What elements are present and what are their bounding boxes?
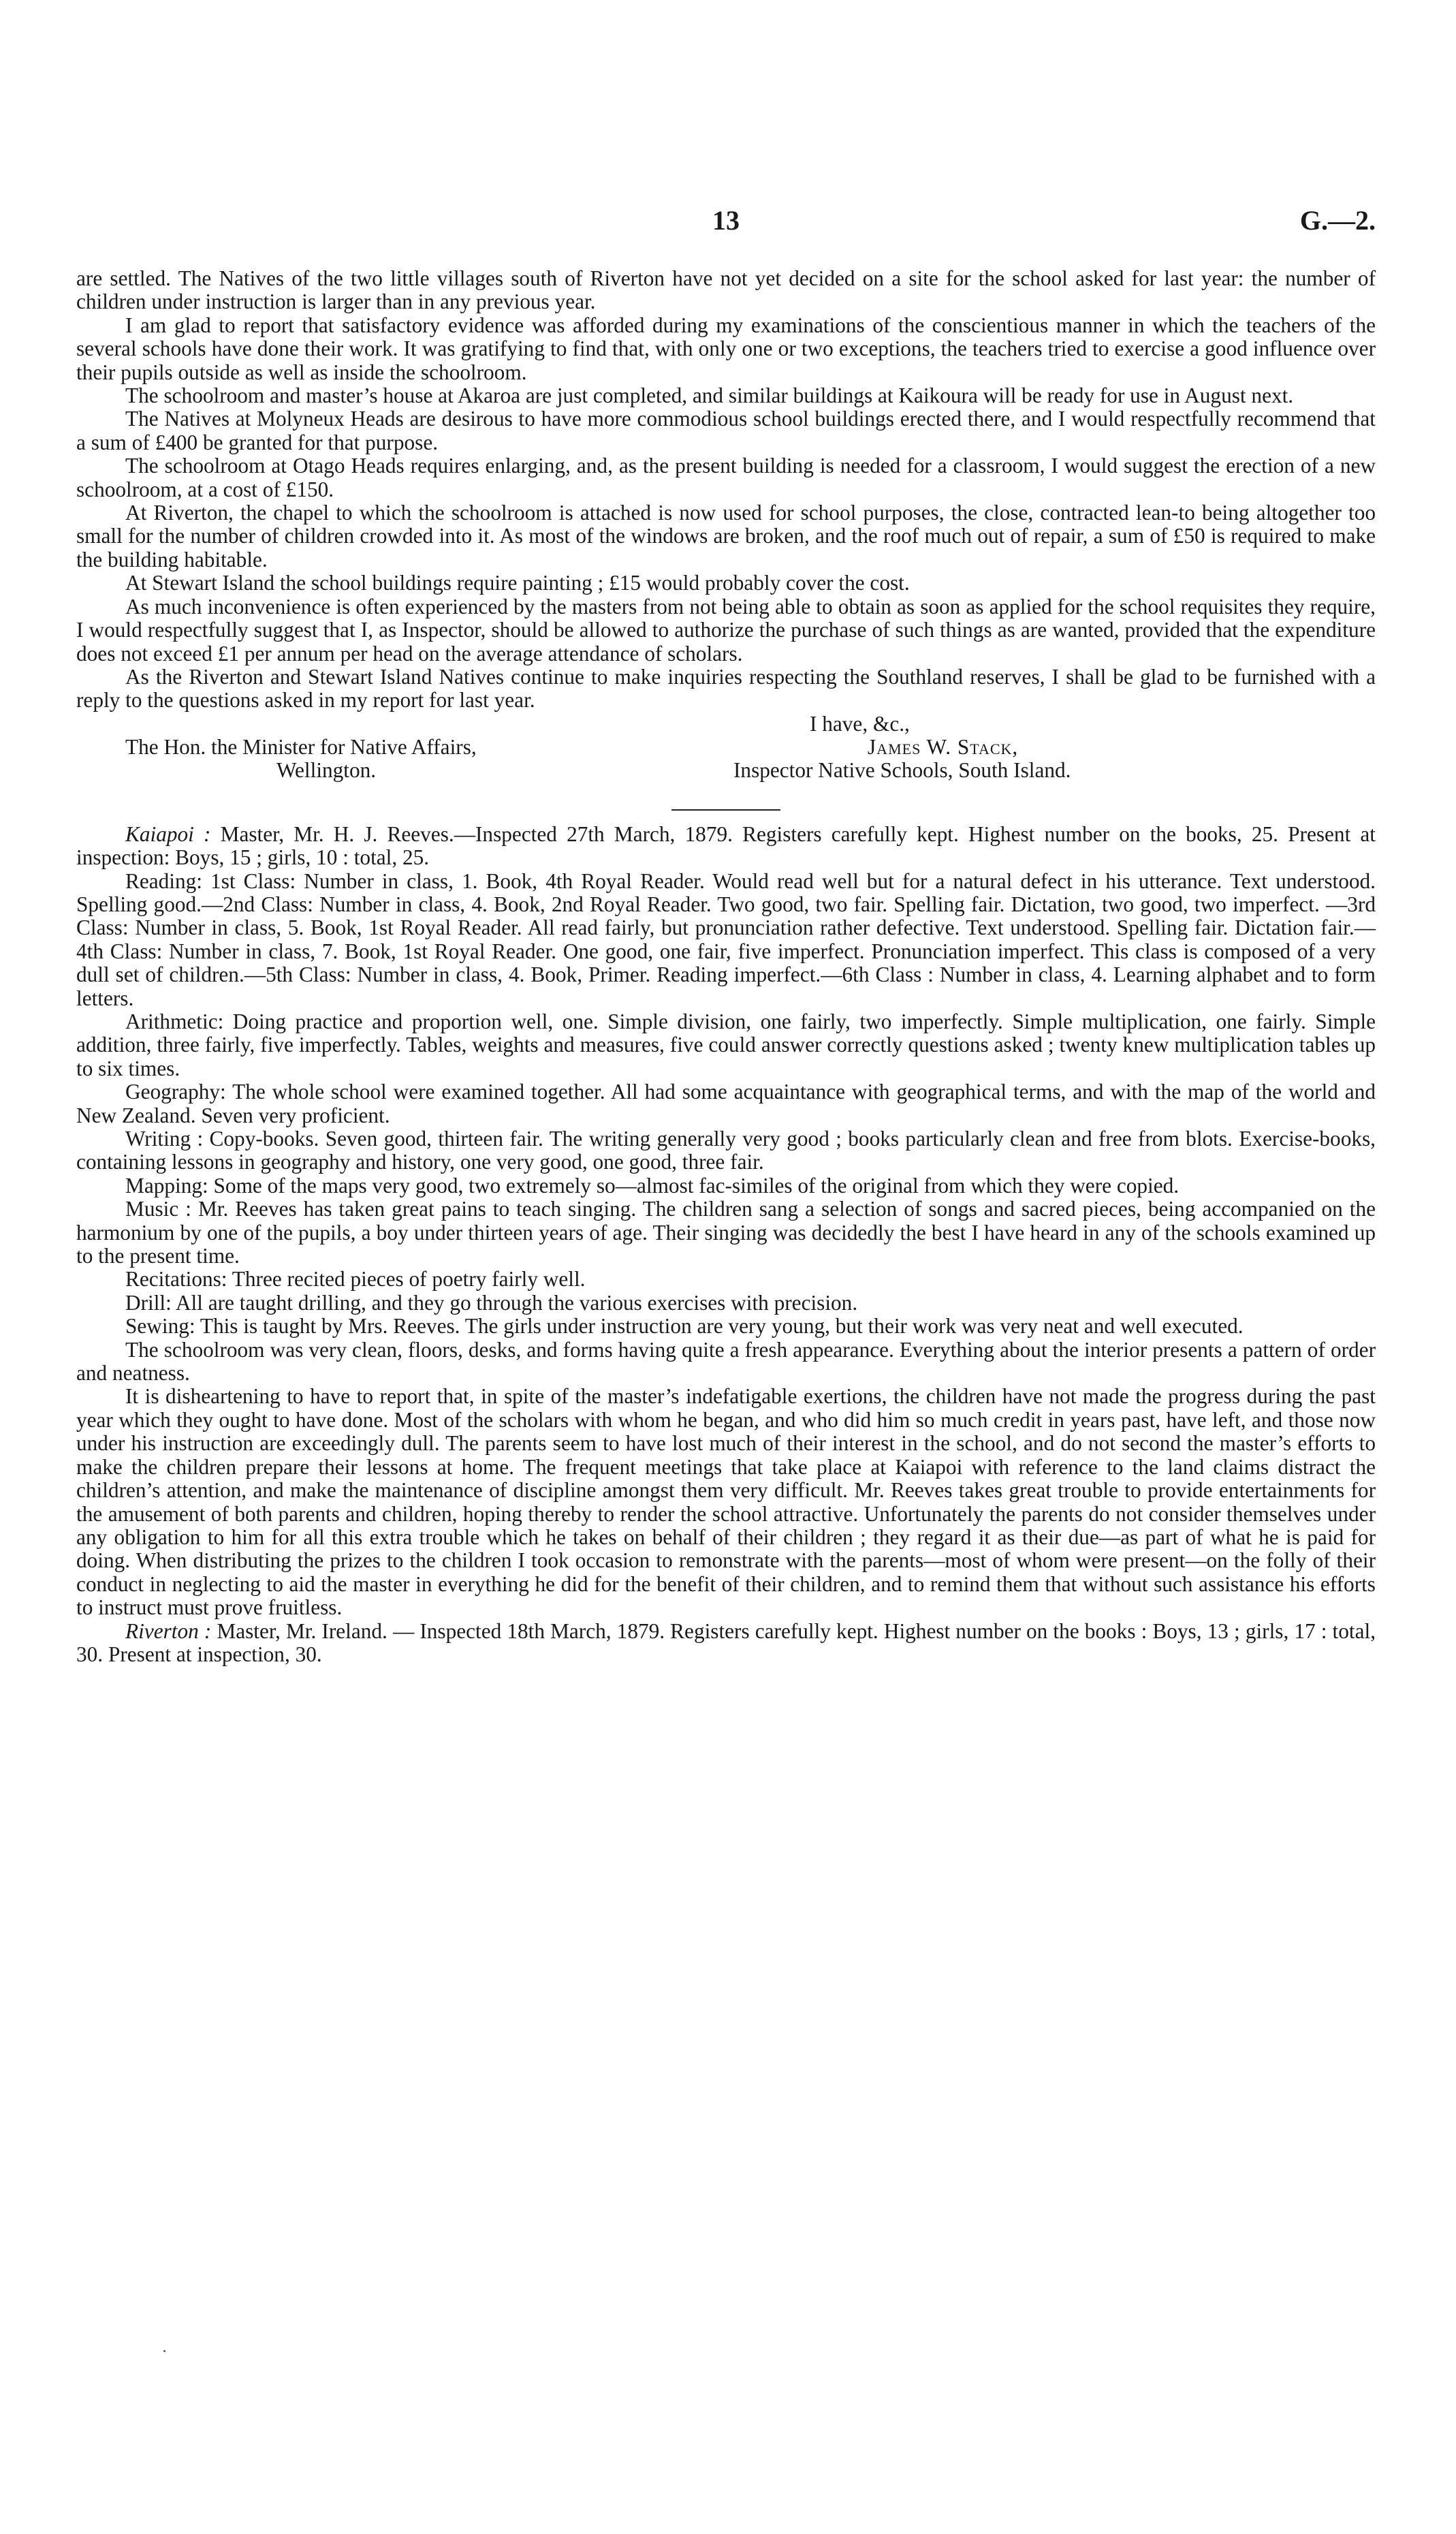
paragraph: The schoolroom and master’s house at Akaroa are just completed, and similar buildings at Kaikoura will be ready for use in August next. (125, 384, 1294, 408)
kaiapoi-intro-text: Master, Mr. H. J. Reeves.—Inspected 27th March, 1879. Registers carefully kept. Highest number on the books, 25. Present at inspection: Boys, 15 ; girls, 10 : total, 25. (76, 822, 1376, 870)
stray-ink-mark (163, 2350, 165, 2352)
signature-title: Inspector Native Schools, South Island. (733, 757, 1071, 782)
paragraph: Reading: 1st Class: Number in class, 1. Book, 4th Royal Reader. Would read well but for a natural defect in his utterance. Text understood. Spelling good.—2nd Class: Number in class, 4. Book, 2nd Royal Reader. Two good, two fair. Spelling fair. Dictation, two good, two imperfect. —3rd Class: Number in class, 5. Book, 1st Royal Reader. All read fairly, but pronunciation rather defective. Text understood. Spelling fair. Dictation fair.—4th Class: Number in class, 7. Book, 1st Royal Reader. One good, one fair, five imperfect. Pronunciation imperfect. This class is composed of a very dull set of children.—5th Class: Number in class, 4. Book, Primer. Reading imperfect.—6th Class : Number in class, 4. Learning alphabet and to form letters. (76, 869, 1376, 1010)
paragraph: are settled. The Natives of the two little villages south of Riverton have not yet decided on a site for the school asked for last year: the number of children under instruction is larger than in any previous year. (76, 266, 1376, 314)
paragraph: Geography: The whole school were examined together. All had some acquaintance with geographical terms, and with the map of the world and New Zealand. Seven very proficient. (76, 1080, 1376, 1127)
signature-addressee: The Hon. the Minister for Native Affairs, (125, 734, 477, 759)
page-number: 13 (712, 205, 740, 236)
paragraph: As much inconvenience is often experienced by the masters from not being able to obtain as soon as applied for the school requisites they require, I would respectfully suggest that I, as Inspector, should be allowed to authorize the purchase of such things as are wanted, provided that the expenditure does not exceed £1 per annum per head on the average attendance of scholars. (76, 594, 1376, 666)
section-divider (671, 809, 780, 811)
page-header (76, 204, 1376, 252)
signature-addressee-place: Wellington. (276, 757, 377, 782)
school-name-kaiapoi: Kaiapoi : (125, 822, 211, 846)
kaiapoi-intro-paragraph (76, 823, 1376, 870)
signature-closing: I have, &c., (810, 711, 910, 736)
report-paragraphs (76, 267, 1376, 713)
paragraph: I am glad to report that satisfactory evidence was afforded during my examinations of the conscientious manner in which the teachers of the several schools have done their work. It was gratifying to find that, with only one or two exceptions, the teachers tried to exercise a good influence over their pupils outside as well as inside the schoolroom. (76, 313, 1376, 384)
body-text (76, 267, 1376, 1666)
paragraph: Sewing: This is taught by Mrs. Reeves. The girls under instruction are very young, but their work was very neat and well executed. (125, 1314, 1244, 1339)
paragraph: Arithmetic: Doing practice and proportion well, one. Simple division, one fairly, two imperfectly. Simple multiplication, one fairly. Simple addition, three fairly, five imperfectly. Tables, weights and measures, five could answer correctly questions asked ; twenty knew multiplication tables up to six times. (76, 1009, 1376, 1080)
paragraph: Music : Mr. Reeves has taken great pains to teach singing. The children sang a selection of songs and sacred pieces, being accompanied on the harmonium by one of the pupils, a boy under thirteen years of age. Their singing was decidedly the best I have heard in any of the schools examined up to the present time. (76, 1197, 1376, 1268)
paragraph: The Natives at Molyneux Heads are desirous to have more commodious school buildings erected there, and I would respectfully recommend that a sum of £400 be granted for that purpose. (76, 407, 1376, 454)
signature-name: James W. Stack, (868, 734, 1019, 759)
paragraph: The schoolroom at Otago Heads requires enlarging, and, as the present building is needed for a classroom, I would suggest the erection of a new schoolroom, at a cost of £150. (76, 454, 1376, 501)
paragraph: Recitations: Three recited pieces of poetry fairly well. (125, 1267, 586, 1292)
riverton-intro-text: Master, Mr. Ireland. — Inspected 18th March, 1879. Registers carefully kept. Highest number on the books : Boys, 13 ; girls, 17 : total, 30. Present at inspection, 30. (76, 1618, 1376, 1666)
paragraph: The schoolroom was very clean, floors, desks, and forms having quite a fresh appearance. Everything about the interior presents a pattern of order and neatness. (76, 1337, 1376, 1386)
document-reference: G.—2. (1299, 205, 1376, 236)
riverton-intro-paragraph (76, 1620, 1376, 1667)
kaiapoi-paragraphs (76, 870, 1376, 1620)
paragraph: It is disheartening to have to report that, in spite of the master’s indefatigable exertions, the children have not made the progress during the past year which they ought to have done. Most of the scholars with whom he began, and who did him so much credit in years past, have left, and those now under his instruction are exceedingly dull. The parents seem to have lost much of their interest in the school, and do not second the master’s efforts to make the children prepare their lessons at home. The frequent meetings that take place at Kaiapoi with reference to the land claims distract the children’s attention, and make the maintenance of discipline amongst them very difficult. Mr. Reeves takes great trouble to provide entertainments for the amusement of both parents and children, hoping thereby to render the school attractive. Unfortunately the parents do not consider themselves under any obligation to him for all this extra trouble which he takes on behalf of their children ; they regard it as their due—as part of what he is paid for doing. When distributing the prizes to the children I took occasion to remonstrate with the parents—most of whom were present—on the folly of their conduct in neglecting to aid the master in everything he did for the benefit of their children, and to remind them that without such assistance his efforts to instruct must prove fruitless. (76, 1384, 1376, 1620)
signature-block (76, 713, 1376, 807)
school-name-riverton: Riverton : (125, 1618, 212, 1643)
paragraph: At Stewart Island the school buildings require painting ; £15 would probably cover the cost. (125, 571, 910, 595)
paragraph: As the Riverton and Stewart Island Natives continue to make inquiries respecting the Southland reserves, I shall be glad to be furnished with a reply to the questions asked in my report for last year. (76, 664, 1376, 713)
paragraph: Mapping: Some of the maps very good, two extremely so—almost fac-similes of the original from which they were copied. (125, 1173, 1180, 1198)
paragraph: Drill: All are taught drilling, and they go through the various exercises with precision. (125, 1290, 858, 1315)
paragraph: Writing : Copy-books. Seven good, thirteen fair. The writing generally very good ; books particularly clean and free from blots. Exercise-books, containing lessons in geography and history, one very good, one good, three fair. (76, 1127, 1376, 1174)
paragraph: At Riverton, the chapel to which the schoolroom is attached is now used for school purposes, the close, contracted lean-to being altogether too small for the number of children crowded into it. As most of the windows are broken, and the roof much out of repair, a sum of £50 is required to make the building habitable. (76, 501, 1376, 572)
document-page (76, 204, 1376, 2480)
